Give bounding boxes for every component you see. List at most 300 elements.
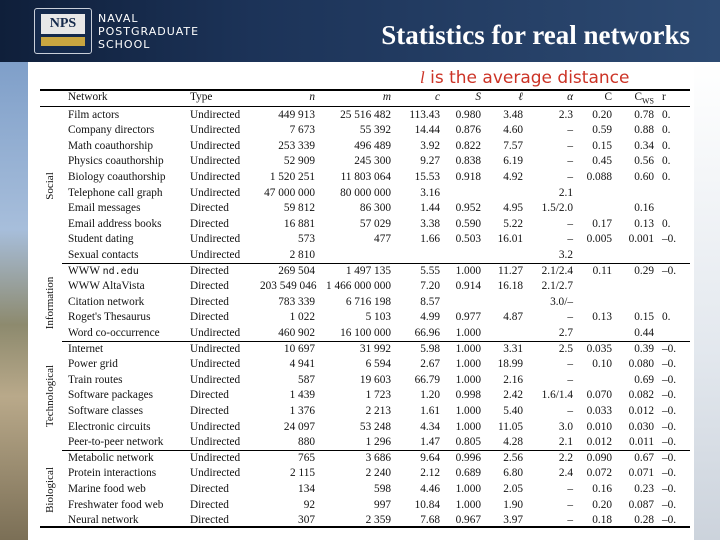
cell-Cws: 0.28	[634, 514, 654, 527]
cell-C: 0.17	[592, 217, 612, 230]
cell-c: 1.66	[420, 233, 440, 246]
table-row	[40, 186, 690, 202]
cell-S: 0.977	[455, 311, 481, 324]
cell-l: 16.01	[497, 233, 523, 246]
table-row	[40, 217, 690, 233]
cell-S: 1.000	[455, 373, 481, 386]
cell-m: 11 803 064	[340, 170, 391, 183]
cell-l: 16.18	[497, 280, 523, 293]
cell-C: 0.012	[586, 436, 612, 449]
cell-alpha: –	[567, 358, 573, 371]
cell-type: Directed	[190, 498, 229, 511]
cell-m: 1 497 135	[345, 264, 391, 277]
cell-type: Directed	[190, 295, 229, 308]
cell-n: 24 097	[283, 420, 315, 433]
cell-c: 9.64	[420, 451, 440, 464]
cell-S: 0.914	[455, 280, 481, 293]
cell-m: 997	[374, 498, 391, 511]
cell-c: 2.12	[420, 467, 440, 480]
cell-network: Roget's Thesaurus	[68, 311, 151, 324]
cell-alpha: –	[567, 124, 573, 137]
cell-network: Biology coauthorship	[68, 170, 166, 183]
cell-alpha: 1.5/2.0	[541, 202, 573, 215]
cell-r: 0.	[662, 108, 671, 121]
table-header-row	[40, 90, 690, 106]
cell-n: 783 339	[278, 295, 315, 308]
cell-type: Directed	[190, 389, 229, 402]
cell-l: 4.95	[503, 202, 523, 215]
cell-Cws: 0.001	[628, 233, 654, 246]
cell-C: 0.010	[586, 420, 612, 433]
cell-type: Undirected	[190, 248, 241, 261]
campus-photo-left	[0, 62, 28, 540]
cell-Cws: 0.23	[634, 482, 654, 495]
cell-Cws: 0.087	[628, 498, 654, 511]
cell-m: 86 300	[359, 202, 391, 215]
cell-c: 14.44	[414, 124, 440, 137]
cell-c: 5.55	[420, 264, 440, 277]
table-row	[40, 279, 690, 295]
table-row	[40, 388, 690, 404]
cell-m: 55 392	[359, 124, 391, 137]
cell-C: 0.072	[586, 467, 612, 480]
cell-network: Telephone call graph	[68, 186, 163, 199]
cell-S: 0.967	[455, 514, 481, 527]
cell-Cws: 0.082	[628, 389, 654, 402]
cell-l: 2.42	[503, 389, 523, 402]
cell-c: 3.16	[420, 186, 440, 199]
cell-Cws: 0.030	[628, 420, 654, 433]
cell-S: 0.952	[455, 202, 481, 215]
cell-type: Undirected	[190, 451, 241, 464]
cell-Cws: 0.44	[634, 326, 654, 339]
nps-logo-banner	[41, 37, 85, 46]
cell-Cws: 0.13	[634, 217, 654, 230]
cell-l: 4.28	[503, 436, 523, 449]
col-c: c	[434, 91, 440, 103]
cell-type: Undirected	[190, 139, 241, 152]
cell-n: 10 697	[283, 342, 315, 355]
cell-n: 765	[298, 451, 315, 464]
cell-n: 52 909	[283, 155, 315, 168]
cell-network: Neural network	[68, 514, 139, 527]
table-row	[40, 451, 690, 467]
cell-l: 3.48	[503, 108, 523, 121]
table-row	[40, 248, 690, 264]
cell-r: –0.	[662, 498, 677, 511]
cell-S: 0.822	[455, 139, 481, 152]
cell-type: Undirected	[190, 155, 241, 168]
cell-Cws: 0.15	[634, 311, 654, 324]
cell-n: 2 115	[290, 467, 315, 480]
cell-alpha: 3.0	[558, 420, 573, 433]
cell-n: 47 000 000	[264, 186, 315, 199]
cell-alpha: 2.1/2.7	[541, 280, 573, 293]
cell-S: 1.000	[455, 482, 481, 495]
cell-c: 66.96	[414, 326, 440, 339]
table-row	[40, 123, 690, 139]
cell-C: 0.005	[586, 233, 612, 246]
cell-Cws: 0.60	[634, 170, 654, 183]
cell-type: Undirected	[190, 373, 241, 386]
cell-r: –0.	[662, 420, 677, 433]
cell-c: 5.98	[420, 342, 440, 355]
cell-network: Electronic circuits	[68, 420, 151, 433]
cell-type: Undirected	[190, 186, 241, 199]
cell-m: 598	[374, 482, 391, 495]
cell-c: 8.57	[420, 295, 440, 308]
cell-n: 4 941	[289, 358, 315, 371]
cell-C: 0.13	[592, 311, 612, 324]
cell-Cws: 0.34	[634, 139, 654, 152]
cell-r: –0.	[662, 233, 677, 246]
table-row	[40, 326, 690, 342]
cell-network: Sexual contacts	[68, 248, 139, 261]
slide-header	[0, 0, 720, 62]
cell-S: 0.876	[455, 124, 481, 137]
cell-c: 7.20	[420, 280, 440, 293]
cell-network: Student dating	[68, 233, 134, 246]
cell-c: 1.61	[420, 404, 440, 417]
table-row	[40, 154, 690, 170]
cell-r: –0.	[662, 373, 677, 386]
cell-m: 6 594	[365, 358, 391, 371]
cell-m: 31 992	[359, 342, 391, 355]
cell-S: 0.590	[455, 217, 481, 230]
col-n: n	[309, 91, 315, 103]
cell-network: Film actors	[68, 108, 120, 121]
col-type: Type	[190, 91, 213, 103]
cell-S: 1.000	[455, 498, 481, 511]
cell-alpha: 2.4	[558, 467, 573, 480]
cell-C: 0.20	[592, 108, 612, 121]
cell-type: Undirected	[190, 108, 241, 121]
table-row	[40, 513, 690, 529]
col-S: S	[475, 91, 481, 103]
cell-l: 4.60	[503, 124, 523, 137]
cell-c: 9.27	[420, 155, 440, 168]
cell-l: 1.90	[503, 498, 523, 511]
cell-S: 0.918	[455, 170, 481, 183]
cell-Cws: 0.56	[634, 155, 654, 168]
cell-l: 2.05	[503, 482, 523, 495]
cell-l: 6.80	[503, 467, 523, 480]
table-row	[40, 404, 690, 420]
table-row	[40, 170, 690, 186]
cell-S: 0.805	[455, 436, 481, 449]
cell-r: –0.	[662, 436, 677, 449]
cell-S: 1.000	[455, 420, 481, 433]
table-row	[40, 498, 690, 514]
cell-C: 0.16	[592, 482, 612, 495]
cell-type: Directed	[190, 514, 229, 527]
cell-n: 573	[298, 233, 315, 246]
col-r: r	[662, 91, 666, 103]
col-network: Network	[68, 91, 108, 103]
cell-n: 7 673	[289, 124, 315, 137]
cell-C: 0.088	[586, 170, 612, 183]
cell-alpha: 2.1	[558, 186, 573, 199]
cell-type: Undirected	[190, 342, 241, 355]
cell-r: –0.	[662, 514, 677, 527]
cell-r: 0.	[662, 139, 671, 152]
cell-l: 11.27	[498, 264, 523, 277]
cell-n: 2 810	[289, 248, 315, 261]
cell-m: 6 716 198	[345, 295, 391, 308]
cell-network: Email messages	[68, 202, 141, 215]
nps-logo	[34, 8, 92, 54]
cell-alpha: –	[567, 139, 573, 152]
cell-network: Marine food web	[68, 482, 146, 495]
cell-n: 1 376	[289, 404, 315, 417]
cell-type: Directed	[190, 202, 229, 215]
cell-l: 6.19	[503, 155, 523, 168]
cell-network: Citation network	[68, 295, 145, 308]
cell-alpha: 2.1/2.4	[541, 264, 573, 277]
cell-m: 80 000 000	[340, 186, 391, 199]
cell-type: Directed	[190, 280, 229, 293]
cell-S: 0.996	[455, 451, 481, 464]
cell-m: 53 248	[359, 420, 391, 433]
cell-n: 1 520 251	[269, 170, 315, 183]
cell-m: 1 723	[365, 389, 391, 402]
cell-Cws: 0.071	[628, 467, 654, 480]
cell-m: 16 100 000	[340, 326, 391, 339]
cell-l: 2.56	[503, 451, 523, 464]
cell-network: WWW nd.edu	[68, 264, 139, 277]
cell-C: 0.11	[592, 264, 612, 277]
cell-Cws: 0.011	[629, 436, 654, 449]
cell-c: 1.44	[420, 202, 440, 215]
cell-m: 3 686	[365, 451, 391, 464]
cell-l: 3.31	[503, 342, 523, 355]
cell-r: –0.	[662, 404, 677, 417]
cell-alpha: –	[567, 233, 573, 246]
cell-Cws: 0.39	[634, 342, 654, 355]
cell-network: Math coauthorship	[68, 139, 154, 152]
category-label-biological: Biological	[44, 466, 56, 513]
cell-m: 245 300	[354, 155, 391, 168]
col-Cws: $C_{WS}$	[634, 91, 654, 106]
cell-network: Word co-occurrence	[68, 326, 160, 339]
cell-m: 25 516 482	[340, 108, 391, 121]
cell-alpha: 1.6/1.4	[541, 389, 573, 402]
cell-c: 113.43	[409, 108, 440, 121]
cell-alpha: 3.0/–	[550, 295, 573, 308]
cell-c: 3.92	[420, 139, 440, 152]
cell-r: –0.	[662, 467, 677, 480]
cell-alpha: –	[567, 155, 573, 168]
cell-n: 253 339	[278, 139, 315, 152]
cell-l: 11.05	[498, 420, 523, 433]
cell-n: 1 022	[289, 311, 315, 324]
table-row	[40, 420, 690, 436]
network-statistics-table	[40, 89, 690, 529]
cell-r: 0.	[662, 155, 671, 168]
cell-c: 10.84	[414, 498, 440, 511]
cell-type: Undirected	[190, 420, 241, 433]
cell-l: 18.99	[497, 358, 523, 371]
cell-n: 269 504	[278, 264, 315, 277]
cell-c: 4.46	[420, 482, 440, 495]
cell-n: 16 881	[283, 217, 315, 230]
cell-alpha: 2.5	[558, 342, 573, 355]
col-C: C	[604, 91, 612, 103]
col-alpha: α	[567, 91, 573, 103]
nps-logo-text: NPS	[41, 14, 85, 34]
cell-alpha: 2.2	[558, 451, 573, 464]
cell-type: Directed	[190, 264, 229, 277]
cell-m: 2 213	[365, 404, 391, 417]
cell-type: Undirected	[190, 170, 241, 183]
cell-r: 0.	[662, 124, 671, 137]
cell-m: 2 359	[365, 514, 391, 527]
cell-C: 0.18	[592, 514, 612, 527]
cell-S: 1.000	[455, 358, 481, 371]
col-m: m	[382, 91, 391, 103]
cell-network: Freshwater food web	[68, 498, 164, 511]
cell-network: Software packages	[68, 389, 154, 402]
cell-alpha: –	[567, 498, 573, 511]
cell-Cws: 0.16	[634, 202, 654, 215]
cell-type: Undirected	[190, 436, 241, 449]
cell-C: 0.070	[586, 389, 612, 402]
category-label-technological: Technological	[44, 365, 56, 428]
cell-S: 0.503	[455, 233, 481, 246]
cell-network: Software classes	[68, 404, 143, 417]
subtitle-note: l is the average distance	[420, 68, 630, 88]
table-row	[40, 482, 690, 498]
cell-C: 0.15	[592, 139, 612, 152]
cell-m: 2 240	[365, 467, 391, 480]
cell-alpha: –	[567, 373, 573, 386]
cell-type: Directed	[190, 217, 229, 230]
cell-l: 5.22	[503, 217, 523, 230]
cell-l: 7.57	[503, 139, 523, 152]
cell-Cws: 0.69	[634, 373, 654, 386]
cell-m: 1 466 000 000	[326, 280, 391, 293]
cell-l: 5.40	[503, 404, 523, 417]
cell-type: Undirected	[190, 326, 241, 339]
cell-C: 0.10	[592, 358, 612, 371]
cell-S: 0.998	[455, 389, 481, 402]
cell-r: –0.	[662, 358, 677, 371]
table-row	[40, 295, 690, 311]
cell-Cws: 0.78	[634, 108, 654, 121]
cell-type: Undirected	[190, 124, 241, 137]
cell-m: 19 603	[359, 373, 391, 386]
cell-c: 2.67	[420, 358, 440, 371]
cell-Cws: 0.080	[628, 358, 654, 371]
cell-alpha: –	[567, 170, 573, 183]
cell-type: Undirected	[190, 233, 241, 246]
cell-m: 477	[374, 233, 391, 246]
cell-c: 4.34	[420, 420, 440, 433]
cell-n: 59 812	[283, 202, 315, 215]
cell-network: Internet	[68, 342, 104, 355]
cell-S: 0.980	[455, 108, 481, 121]
cell-alpha: –	[567, 404, 573, 417]
cell-c: 7.68	[420, 514, 440, 527]
cell-network: Email address books	[68, 217, 162, 230]
cell-n: 880	[298, 436, 315, 449]
cell-l: 3.97	[503, 514, 523, 527]
cell-type: Undirected	[190, 358, 241, 371]
cell-network: Company directors	[68, 124, 155, 137]
cell-n: 203 549 046	[260, 280, 317, 293]
cell-S: 1.000	[455, 404, 481, 417]
cell-C: 0.033	[586, 404, 612, 417]
cell-c: 66.79	[414, 373, 440, 386]
cell-network: Train routes	[68, 373, 123, 386]
cell-l: 2.16	[503, 373, 523, 386]
cell-S: 1.000	[455, 264, 481, 277]
cell-C: 0.59	[592, 124, 612, 137]
campus-photo-right	[694, 62, 720, 540]
cell-type: Directed	[190, 482, 229, 495]
cell-Cws: 0.88	[634, 124, 654, 137]
cell-r: –0.	[662, 482, 677, 495]
cell-c: 15.53	[414, 170, 440, 183]
cell-m: 496 489	[354, 139, 391, 152]
cell-S: 1.000	[455, 326, 481, 339]
table-row	[40, 373, 690, 389]
cell-c: 4.99	[420, 311, 440, 324]
cell-c: 1.47	[420, 436, 440, 449]
cell-alpha: 2.1	[558, 436, 573, 449]
slide-title: Statistics for real networks	[381, 20, 690, 50]
cell-n: 1 439	[289, 389, 315, 402]
cell-alpha: 3.2	[558, 248, 573, 261]
table-row	[40, 139, 690, 155]
cell-r: –0.	[662, 264, 677, 277]
cell-r: –0.	[662, 389, 677, 402]
cell-n: 460 902	[278, 326, 315, 339]
cell-S: 0.838	[455, 155, 481, 168]
cell-n: 449 913	[278, 108, 315, 121]
cell-l: 4.92	[503, 170, 523, 183]
cell-alpha: –	[567, 482, 573, 495]
cell-type: Undirected	[190, 467, 241, 480]
table-row	[40, 466, 690, 482]
cell-r: 0.	[662, 170, 671, 183]
table-row	[40, 357, 690, 373]
cell-m: 1 296	[365, 436, 391, 449]
cell-Cws: 0.012	[628, 404, 654, 417]
cell-c: 3.38	[420, 217, 440, 230]
cell-S: 1.000	[455, 342, 481, 355]
cell-alpha: 2.3	[558, 108, 573, 121]
cell-r: 0.	[662, 217, 671, 230]
cell-alpha: 2.7	[558, 326, 573, 339]
cell-C: 0.20	[592, 498, 612, 511]
table-row	[40, 108, 690, 124]
table-row	[40, 342, 690, 358]
cell-r: 0.	[662, 311, 671, 324]
cell-alpha: –	[567, 311, 573, 324]
cell-r: –0.	[662, 451, 677, 464]
cell-network: Protein interactions	[68, 467, 157, 480]
cell-network: Physics coauthorship	[68, 155, 164, 168]
table-row	[40, 232, 690, 248]
category-label-social: Social	[44, 171, 56, 200]
cell-Cws: 0.29	[634, 264, 654, 277]
cell-m: 57 029	[359, 217, 391, 230]
school-name: NAVAL POSTGRADUATE SCHOOL	[98, 12, 200, 51]
cell-type: Directed	[190, 311, 229, 324]
cell-C: 0.035	[586, 342, 612, 355]
cell-n: 134	[298, 482, 315, 495]
